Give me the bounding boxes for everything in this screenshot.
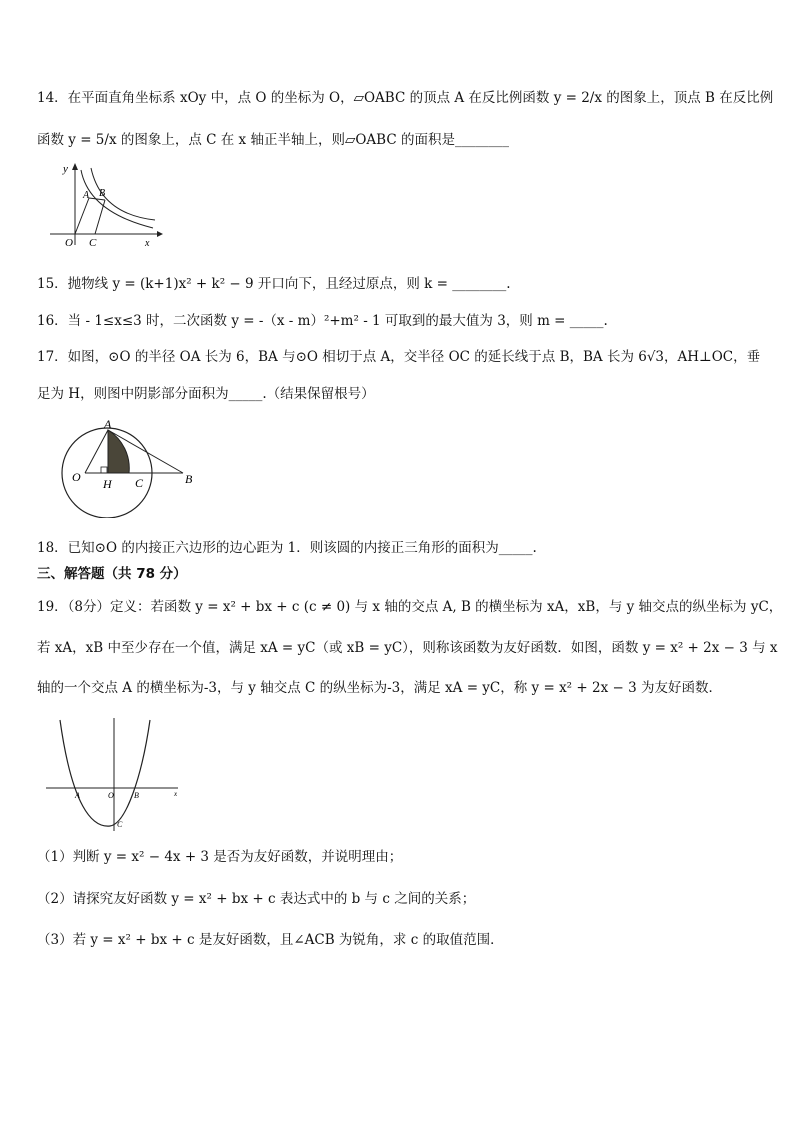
q17-fig-h-label: H xyxy=(103,477,112,491)
q17-line-1: 17．如图，⊙O 的半径 OA 长为 6，BA 与⊙O 相切于点 A，交半径 OC 的延长线于点 B，BA 长为 6√3，AH⊥OC，垂 xyxy=(37,349,761,365)
q19-figure xyxy=(42,716,187,834)
q19-sub-1: （1）判断 y = x² − 4x + 3 是否为友好函数，并说明理由； xyxy=(37,849,403,865)
q19-fig-o-label: O xyxy=(108,791,114,800)
q19-fig-c-label: C xyxy=(117,820,123,829)
q14-figure xyxy=(45,160,165,250)
q16-text: 16．当 - 1≤x≤3 时，二次函数 y = -（x - m）²+m² - 1 可取到的最大值为 3，则 m = _____. xyxy=(37,313,608,329)
q14-fig-b-label: B xyxy=(99,188,106,199)
q19-fig-x-label: x xyxy=(174,790,178,798)
q18-text: 18．已知⊙O 的内接正六边形的边心距为 1．则该圆的内接正三角形的面积为_____. xyxy=(37,540,537,556)
q19-line-2: 若 xA，xB 中至少存在一个值，满足 xA = yC（或 xB = yC），则称该函数为友好函数．如图，函数 y = x² + 2x − 3 与 x xyxy=(37,640,778,656)
q14-fig-o-label: O xyxy=(65,237,73,249)
q19-sub-3: （3）若 y = x² + bx + c 是友好函数，且∠ACB 为锐角，求 c 的取值范围． xyxy=(37,932,504,948)
q14-fig-y-label: y xyxy=(63,163,68,175)
q19-fig-a-label: A xyxy=(75,791,80,800)
q17-fig-c-label: C xyxy=(135,476,144,490)
section-title: 三、解答题（共 78 分） xyxy=(37,566,187,582)
q14-fig-a-label: A xyxy=(83,190,90,201)
q15-text: 15．抛物线 y = (k+1)x² + k² − 9 开口向下，且经过原点，则 k = ________. xyxy=(37,276,511,292)
q17-fig-b-label: B xyxy=(185,472,193,486)
q19-line-3: 轴的一个交点 A 的横坐标为-3，与 y 轴交点 C 的纵坐标为-3，满足 xA = yC，称 y = x² + 2x − 3 为友好函数． xyxy=(37,680,722,696)
q17-figure xyxy=(40,418,210,518)
q19-sub-2: （2）请探究友好函数 y = x² + bx + c 表达式中的 b 与 c 之间的关系； xyxy=(37,891,476,907)
q14-line-2: 函数 y = 5/x 的图象上，点 C 在 x 轴正半轴上，则▱OABC 的面积是________ xyxy=(37,132,509,148)
q19-fig-b-label: B xyxy=(134,791,139,800)
q14-fig-c-label: C xyxy=(89,237,97,249)
q17-fig-o-label: O xyxy=(72,470,81,484)
q14-line-1: 14．在平面直角坐标系 xOy 中，点 O 的坐标为 O，▱OABC 的顶点 A 在反比例函数 y = 2/x 的图象上，顶点 B 在反比例 xyxy=(37,90,774,106)
q14-fig-x-label: x xyxy=(145,238,150,249)
q17-fig-a-label: A xyxy=(104,418,112,431)
q19-line-1: 19．（8分）定义：若函数 y = x² + bx + c (c ≠ 0) 与 x 轴的交点 A, B 的横坐标为 xA，xB，与 y 轴交点的纵坐标为 yC， xyxy=(37,599,783,615)
q17-line-2: 足为 H，则图中阴影部分面积为_____.（结果保留根号） xyxy=(37,386,375,402)
